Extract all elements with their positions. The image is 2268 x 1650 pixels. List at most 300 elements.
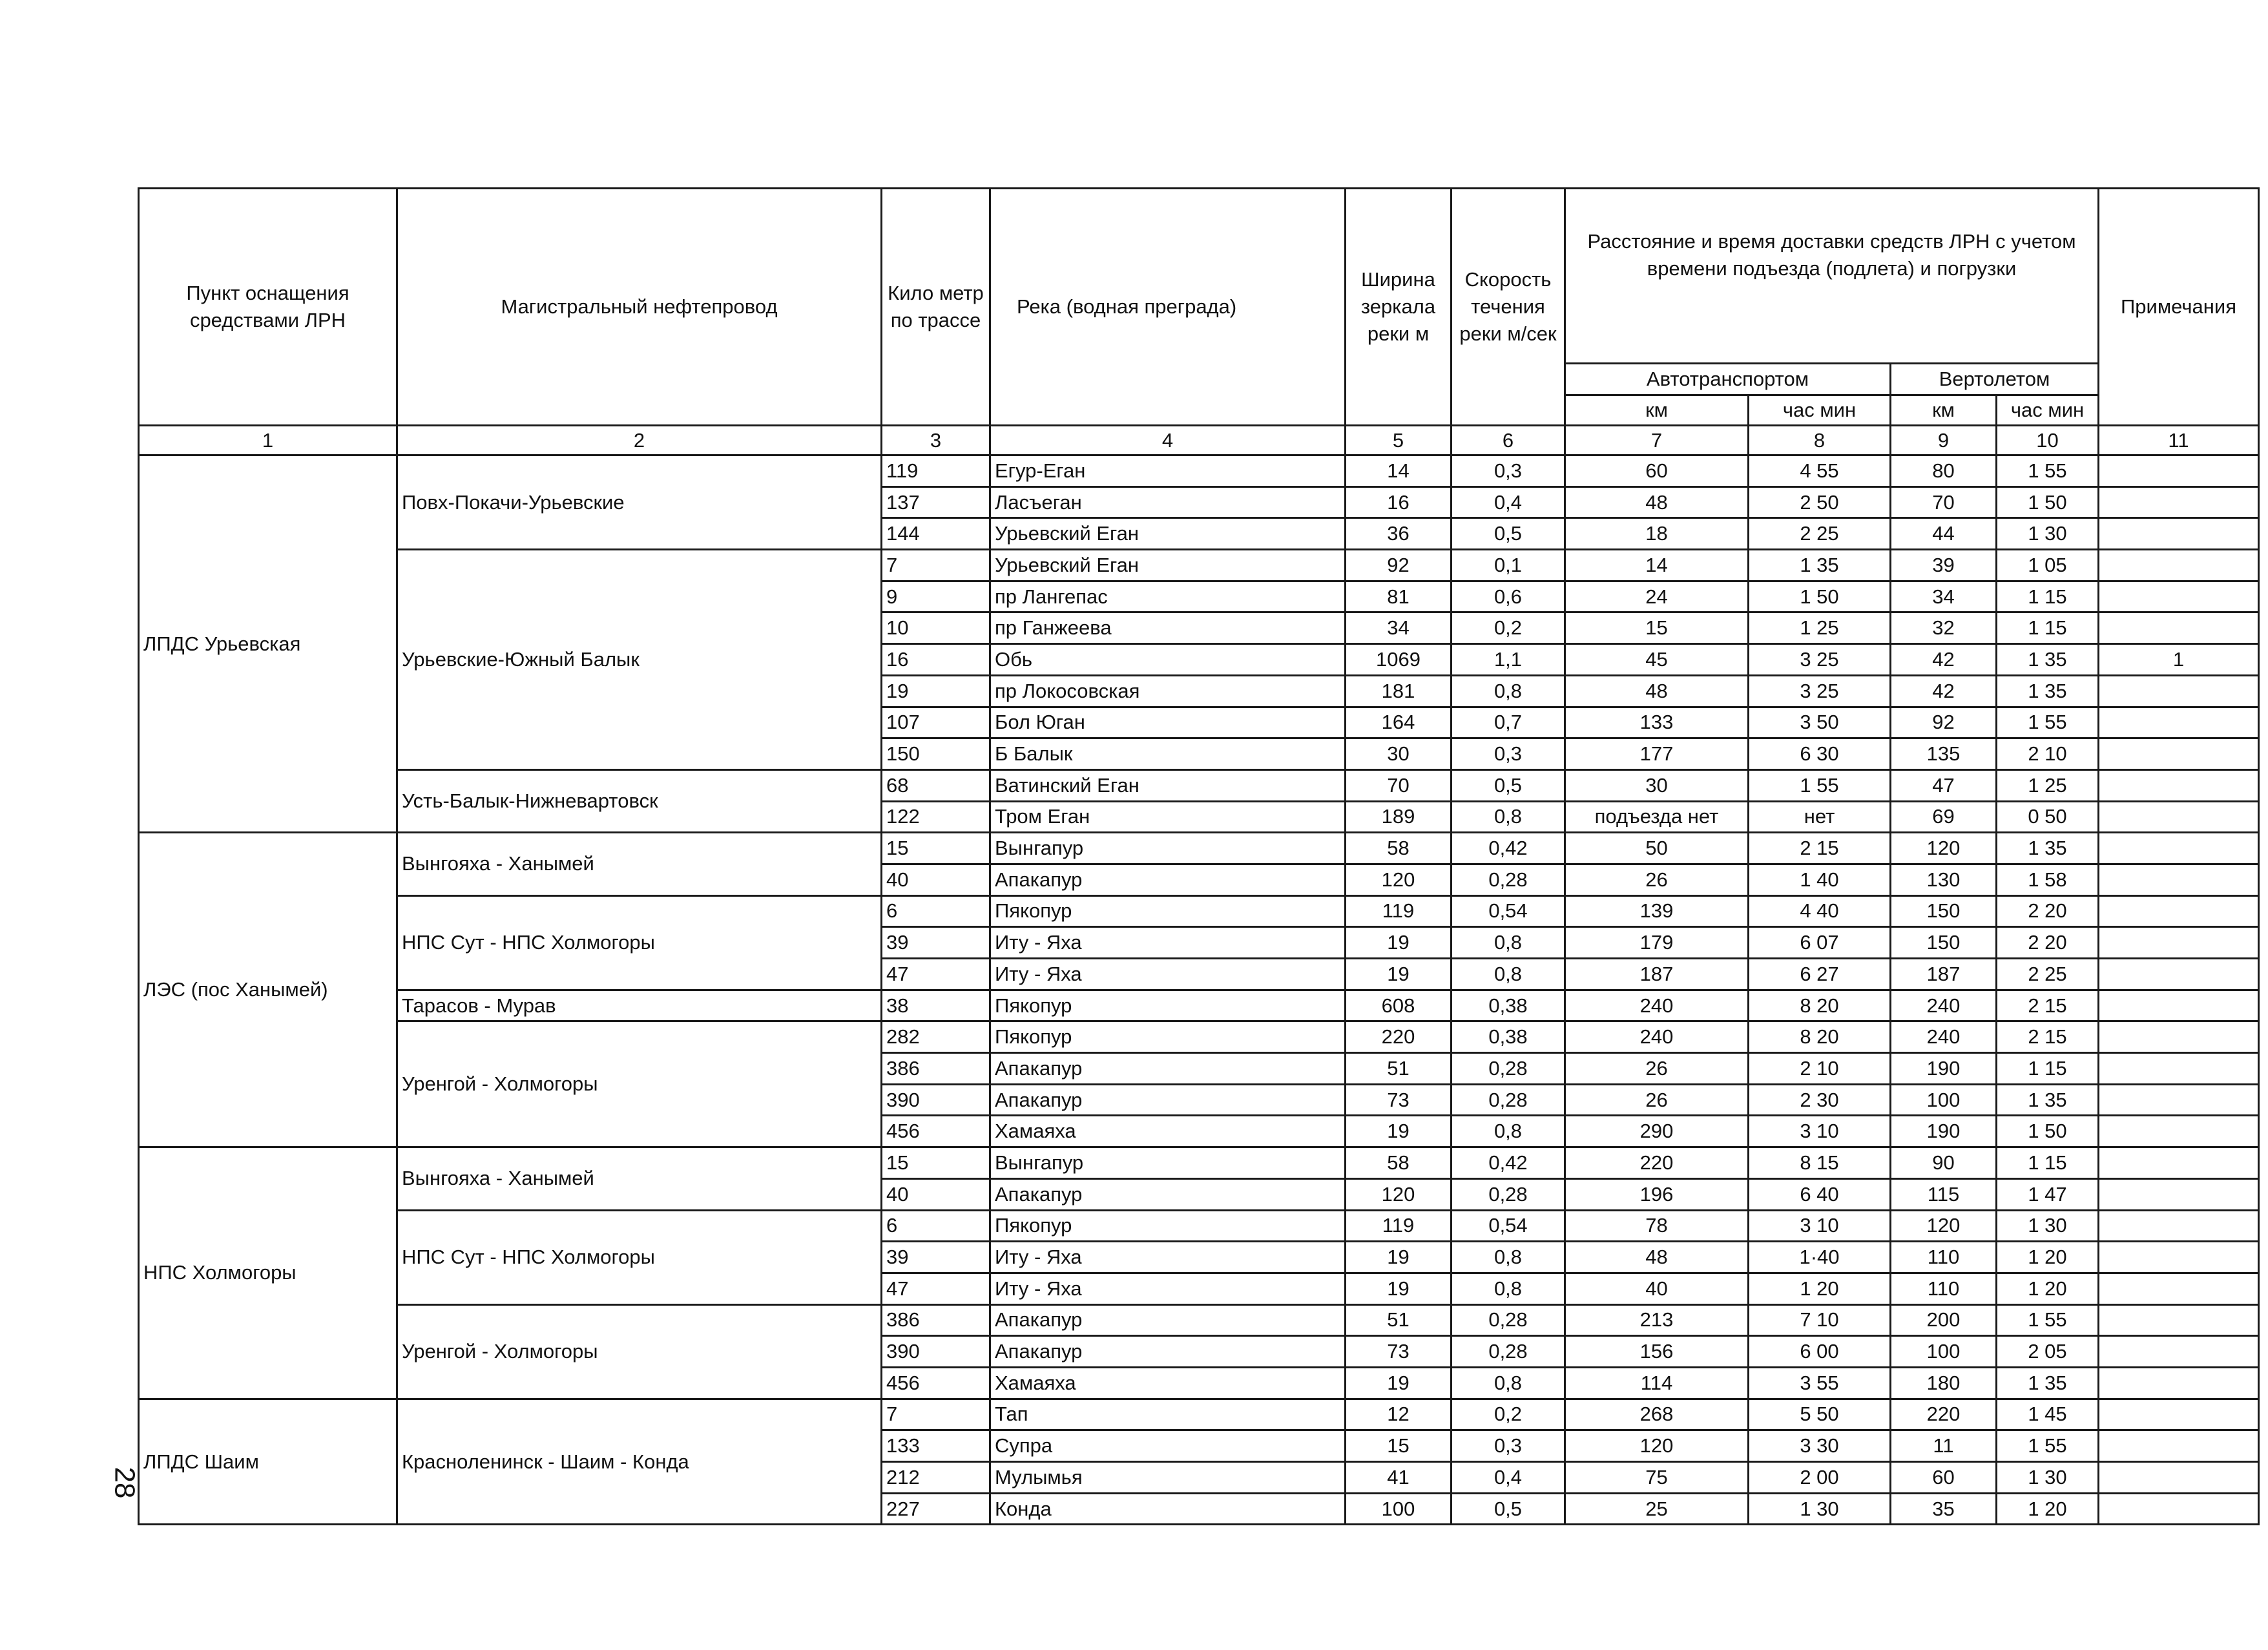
km-cell: 133 bbox=[882, 1430, 990, 1462]
heli-time-cell: 1 55 bbox=[1997, 1430, 2099, 1462]
heli-km-cell: 150 bbox=[1891, 895, 1997, 927]
auto-km-cell: 240 bbox=[1565, 990, 1749, 1021]
page-number: 28 bbox=[109, 1467, 141, 1499]
note-cell bbox=[2099, 801, 2259, 833]
km-cell: 6 bbox=[882, 895, 990, 927]
speed-cell: 0,7 bbox=[1451, 707, 1565, 738]
heli-time-cell: 1 15 bbox=[1997, 1053, 2099, 1085]
heli-km-cell: 187 bbox=[1891, 959, 1997, 990]
note-cell bbox=[2099, 518, 2259, 550]
width-cell: 19 bbox=[1346, 1367, 1451, 1399]
heli-time-cell: 1 30 bbox=[1997, 1210, 2099, 1242]
auto-km-cell: 187 bbox=[1565, 959, 1749, 990]
speed-cell: 0,8 bbox=[1451, 959, 1565, 990]
km-cell: 40 bbox=[882, 864, 990, 895]
heli-time-cell: 1 15 bbox=[1997, 1147, 2099, 1179]
speed-cell: 0,3 bbox=[1451, 738, 1565, 770]
speed-cell: 0,28 bbox=[1451, 1084, 1565, 1116]
table-row bbox=[139, 550, 2259, 581]
point-cell: ЛЭС (пос Ханымей) bbox=[139, 833, 397, 1147]
speed-cell: 0,4 bbox=[1451, 1462, 1565, 1494]
width-cell: 1069 bbox=[1346, 644, 1451, 676]
river-cell: Урьевский Еган bbox=[990, 550, 1346, 581]
note-cell bbox=[2099, 738, 2259, 770]
river-cell: Егур-Еган bbox=[990, 455, 1346, 487]
heli-km-cell: 110 bbox=[1891, 1242, 1997, 1273]
river-cell: пр Лангепас bbox=[990, 581, 1346, 612]
column-number: 9 bbox=[1891, 426, 1997, 455]
river-cell: Мулымья bbox=[990, 1462, 1346, 1494]
auto-km-cell: 14 bbox=[1565, 550, 1749, 581]
speed-cell: 0,28 bbox=[1451, 1053, 1565, 1085]
header-point: Пункт оснащения средствами ЛРН bbox=[139, 189, 397, 426]
auto-km-cell: 290 bbox=[1565, 1116, 1749, 1147]
km-cell: 137 bbox=[882, 486, 990, 518]
river-cell: Иту - Яха bbox=[990, 959, 1346, 990]
auto-km-cell: 268 bbox=[1565, 1399, 1749, 1430]
speed-cell: 0,38 bbox=[1451, 990, 1565, 1021]
note-cell bbox=[2099, 675, 2259, 707]
width-cell: 220 bbox=[1346, 1021, 1451, 1053]
width-cell: 15 bbox=[1346, 1430, 1451, 1462]
note-cell bbox=[2099, 550, 2259, 581]
auto-km-cell: 114 bbox=[1565, 1367, 1749, 1399]
km-cell: 68 bbox=[882, 769, 990, 801]
heli-km-cell: 220 bbox=[1891, 1399, 1997, 1430]
river-cell: Апакапур bbox=[990, 1084, 1346, 1116]
note-cell bbox=[2099, 1336, 2259, 1368]
auto-time-cell: 1 30 bbox=[1749, 1493, 1891, 1525]
heli-time-cell: 2 15 bbox=[1997, 990, 2099, 1021]
heli-time-cell: 1 35 bbox=[1997, 644, 2099, 676]
km-cell: 150 bbox=[882, 738, 990, 770]
auto-time-cell: 4 55 bbox=[1749, 455, 1891, 487]
auto-km-cell: 26 bbox=[1565, 864, 1749, 895]
width-cell: 19 bbox=[1346, 959, 1451, 990]
heli-km-cell: 130 bbox=[1891, 864, 1997, 895]
note-cell bbox=[2099, 1242, 2259, 1273]
km-cell: 107 bbox=[882, 707, 990, 738]
column-numbers-row bbox=[139, 426, 2259, 455]
river-cell: Апакапур bbox=[990, 1336, 1346, 1368]
speed-cell: 0,42 bbox=[1451, 1147, 1565, 1179]
km-cell: 6 bbox=[882, 1210, 990, 1242]
auto-time-cell: 3 55 bbox=[1749, 1367, 1891, 1399]
width-cell: 73 bbox=[1346, 1336, 1451, 1368]
km-cell: 15 bbox=[882, 833, 990, 864]
km-cell: 390 bbox=[882, 1084, 990, 1116]
river-cell: Обь bbox=[990, 644, 1346, 676]
speed-cell: 0,38 bbox=[1451, 1021, 1565, 1053]
width-cell: 119 bbox=[1346, 1210, 1451, 1242]
river-cell: Апакапур bbox=[990, 1053, 1346, 1085]
speed-cell: 0,8 bbox=[1451, 801, 1565, 833]
heli-km-cell: 35 bbox=[1891, 1493, 1997, 1525]
auto-km-cell: 133 bbox=[1565, 707, 1749, 738]
note-cell bbox=[2099, 1462, 2259, 1494]
heli-km-cell: 47 bbox=[1891, 769, 1997, 801]
heli-time-cell: 1 25 bbox=[1997, 769, 2099, 801]
width-cell: 36 bbox=[1346, 518, 1451, 550]
speed-cell: 0,8 bbox=[1451, 1116, 1565, 1147]
heli-km-cell: 70 bbox=[1891, 486, 1997, 518]
note-cell bbox=[2099, 959, 2259, 990]
river-cell: Апакапур bbox=[990, 1304, 1346, 1336]
km-cell: 10 bbox=[882, 612, 990, 644]
auto-km-cell: 75 bbox=[1565, 1462, 1749, 1494]
river-cell: Супра bbox=[990, 1430, 1346, 1462]
speed-cell: 0,28 bbox=[1451, 1336, 1565, 1368]
river-cell: Вынгапур bbox=[990, 833, 1346, 864]
river-cell: Ласъеган bbox=[990, 486, 1346, 518]
river-cell: Иту - Яха bbox=[990, 927, 1346, 959]
auto-time-cell: 3 25 bbox=[1749, 644, 1891, 676]
heli-time-cell: 1 45 bbox=[1997, 1399, 2099, 1430]
river-cell: Тром Еган bbox=[990, 801, 1346, 833]
header-auto-km: км bbox=[1565, 395, 1749, 426]
note-cell bbox=[2099, 1053, 2259, 1085]
heli-time-cell: 1 55 bbox=[1997, 1304, 2099, 1336]
width-cell: 30 bbox=[1346, 738, 1451, 770]
width-cell: 119 bbox=[1346, 895, 1451, 927]
width-cell: 189 bbox=[1346, 801, 1451, 833]
speed-cell: 0,28 bbox=[1451, 864, 1565, 895]
heli-km-cell: 240 bbox=[1891, 990, 1997, 1021]
heli-time-cell: 2 15 bbox=[1997, 1021, 2099, 1053]
auto-km-cell: 26 bbox=[1565, 1084, 1749, 1116]
heli-time-cell: 1 20 bbox=[1997, 1242, 2099, 1273]
river-cell: Бол Юган bbox=[990, 707, 1346, 738]
auto-time-cell: 2 30 bbox=[1749, 1084, 1891, 1116]
speed-cell: 0,28 bbox=[1451, 1304, 1565, 1336]
river-cell: Ватинский Еган bbox=[990, 769, 1346, 801]
auto-time-cell: 1 20 bbox=[1749, 1273, 1891, 1304]
speed-cell: 1,1 bbox=[1451, 644, 1565, 676]
auto-km-cell: 26 bbox=[1565, 1053, 1749, 1085]
header-heli: Вертолетом bbox=[1891, 364, 2099, 395]
heli-time-cell: 1 47 bbox=[1997, 1178, 2099, 1210]
heli-time-cell: 1 30 bbox=[1997, 518, 2099, 550]
pipeline-cell: Урьевские-Южный Балык bbox=[397, 550, 882, 770]
width-cell: 100 bbox=[1346, 1493, 1451, 1525]
heli-time-cell: 1 20 bbox=[1997, 1493, 2099, 1525]
heli-km-cell: 34 bbox=[1891, 581, 1997, 612]
speed-cell: 0,8 bbox=[1451, 675, 1565, 707]
column-number: 2 bbox=[397, 426, 882, 455]
table-row bbox=[139, 1147, 2259, 1179]
auto-time-cell: 3 30 bbox=[1749, 1430, 1891, 1462]
river-cell: Пякопур bbox=[990, 1210, 1346, 1242]
speed-cell: 0,8 bbox=[1451, 1367, 1565, 1399]
pipeline-cell: Вынгояха - Ханымей bbox=[397, 833, 882, 895]
note-cell bbox=[2099, 1430, 2259, 1462]
km-cell: 456 bbox=[882, 1116, 990, 1147]
river-cell: Урьевский Еган bbox=[990, 518, 1346, 550]
km-cell: 386 bbox=[882, 1304, 990, 1336]
auto-km-cell: 45 bbox=[1565, 644, 1749, 676]
heli-km-cell: 42 bbox=[1891, 644, 1997, 676]
note-cell bbox=[2099, 895, 2259, 927]
speed-cell: 0,8 bbox=[1451, 1273, 1565, 1304]
width-cell: 164 bbox=[1346, 707, 1451, 738]
auto-time-cell: 3 25 bbox=[1749, 675, 1891, 707]
auto-time-cell: 3 10 bbox=[1749, 1210, 1891, 1242]
column-number: 5 bbox=[1346, 426, 1451, 455]
width-cell: 81 bbox=[1346, 581, 1451, 612]
heli-km-cell: 190 bbox=[1891, 1053, 1997, 1085]
width-cell: 120 bbox=[1346, 1178, 1451, 1210]
heli-time-cell: 1 35 bbox=[1997, 1367, 2099, 1399]
width-cell: 16 bbox=[1346, 486, 1451, 518]
river-cell: Апакапур bbox=[990, 1178, 1346, 1210]
note-cell bbox=[2099, 1210, 2259, 1242]
heli-time-cell: 1 55 bbox=[1997, 455, 2099, 487]
speed-cell: 0,3 bbox=[1451, 1430, 1565, 1462]
heli-km-cell: 80 bbox=[1891, 455, 1997, 487]
auto-km-cell: 60 bbox=[1565, 455, 1749, 487]
heli-time-cell: 1 15 bbox=[1997, 612, 2099, 644]
km-cell: 19 bbox=[882, 675, 990, 707]
table-row bbox=[139, 833, 2259, 864]
river-cell: Пякопур bbox=[990, 990, 1346, 1021]
table-row bbox=[139, 1399, 2259, 1430]
note-cell bbox=[2099, 1084, 2259, 1116]
speed-cell: 0,4 bbox=[1451, 486, 1565, 518]
auto-time-cell: 1 25 bbox=[1749, 612, 1891, 644]
heli-time-cell: 2 05 bbox=[1997, 1336, 2099, 1368]
heli-time-cell: 2 20 bbox=[1997, 895, 2099, 927]
auto-km-cell: 48 bbox=[1565, 1242, 1749, 1273]
river-cell: Пякопур bbox=[990, 1021, 1346, 1053]
note-cell bbox=[2099, 581, 2259, 612]
auto-time-cell: 8 20 bbox=[1749, 990, 1891, 1021]
km-cell: 144 bbox=[882, 518, 990, 550]
km-cell: 15 bbox=[882, 1147, 990, 1179]
header-speed: Скорость течения реки м/сек bbox=[1451, 189, 1565, 426]
note-cell bbox=[2099, 833, 2259, 864]
river-cell: Хамаяха bbox=[990, 1116, 1346, 1147]
speed-cell: 0,3 bbox=[1451, 455, 1565, 487]
table-row bbox=[139, 990, 2259, 1021]
header-heli-time: час мин bbox=[1997, 395, 2099, 426]
auto-km-cell: 18 bbox=[1565, 518, 1749, 550]
auto-km-cell: 139 bbox=[1565, 895, 1749, 927]
header-width: Ширина зеркала реки м bbox=[1346, 189, 1451, 426]
river-cell: Вынгапур bbox=[990, 1147, 1346, 1179]
note-cell bbox=[2099, 1178, 2259, 1210]
km-cell: 456 bbox=[882, 1367, 990, 1399]
note-cell bbox=[2099, 1021, 2259, 1053]
auto-time-cell: 4 40 bbox=[1749, 895, 1891, 927]
speed-cell: 0,6 bbox=[1451, 581, 1565, 612]
heli-km-cell: 115 bbox=[1891, 1178, 1997, 1210]
auto-time-cell: 2 10 bbox=[1749, 1053, 1891, 1085]
auto-time-cell: 5 50 bbox=[1749, 1399, 1891, 1430]
auto-time-cell: 8 15 bbox=[1749, 1147, 1891, 1179]
auto-km-cell: 196 bbox=[1565, 1178, 1749, 1210]
pipeline-cell: Повх-Покачи-Урьевские bbox=[397, 455, 882, 550]
km-cell: 7 bbox=[882, 1399, 990, 1430]
pipeline-cell: Вынгояха - Ханымей bbox=[397, 1147, 882, 1210]
speed-cell: 0,8 bbox=[1451, 927, 1565, 959]
auto-time-cell: 6 27 bbox=[1749, 959, 1891, 990]
width-cell: 34 bbox=[1346, 612, 1451, 644]
note-cell bbox=[2099, 1147, 2259, 1179]
auto-km-cell: 179 bbox=[1565, 927, 1749, 959]
river-cell: Б Балык bbox=[990, 738, 1346, 770]
heli-km-cell: 150 bbox=[1891, 927, 1997, 959]
auto-km-cell: 120 bbox=[1565, 1430, 1749, 1462]
auto-km-cell: 177 bbox=[1565, 738, 1749, 770]
auto-time-cell: 6 07 bbox=[1749, 927, 1891, 959]
table-row bbox=[139, 895, 2259, 927]
point-cell: НПС Холмогоры bbox=[139, 1147, 397, 1399]
km-cell: 16 bbox=[882, 644, 990, 676]
km-cell: 212 bbox=[882, 1462, 990, 1494]
heli-time-cell: 1 35 bbox=[1997, 675, 2099, 707]
header-heli-km: км bbox=[1891, 395, 1997, 426]
auto-km-cell: 156 bbox=[1565, 1336, 1749, 1368]
auto-time-cell: 7 10 bbox=[1749, 1304, 1891, 1336]
auto-km-cell: 25 bbox=[1565, 1493, 1749, 1525]
heli-time-cell: 1 20 bbox=[1997, 1273, 2099, 1304]
heli-time-cell: 1 35 bbox=[1997, 1084, 2099, 1116]
width-cell: 41 bbox=[1346, 1462, 1451, 1494]
table-row bbox=[139, 1210, 2259, 1242]
header-delivery: Расстояние и время доставки средств ЛРН с учетом времени подъезда (подлета) и погрузки bbox=[1565, 189, 2099, 364]
pipeline-cell: Уренгой - Холмогоры bbox=[397, 1304, 882, 1399]
heli-time-cell: 1 50 bbox=[1997, 1116, 2099, 1147]
width-cell: 70 bbox=[1346, 769, 1451, 801]
table-row bbox=[139, 769, 2259, 801]
table-row bbox=[139, 1021, 2259, 1053]
width-cell: 92 bbox=[1346, 550, 1451, 581]
pipeline-cell: НПС Сут - НПС Холмогоры bbox=[397, 1210, 882, 1304]
speed-cell: 0,2 bbox=[1451, 612, 1565, 644]
heli-time-cell: 1 50 bbox=[1997, 486, 2099, 518]
table-row bbox=[139, 455, 2259, 487]
heli-km-cell: 42 bbox=[1891, 675, 1997, 707]
note-cell bbox=[2099, 455, 2259, 487]
km-cell: 47 bbox=[882, 959, 990, 990]
heli-km-cell: 120 bbox=[1891, 833, 1997, 864]
auto-time-cell: нет bbox=[1749, 801, 1891, 833]
auto-km-cell: 50 bbox=[1565, 833, 1749, 864]
heli-km-cell: 11 bbox=[1891, 1430, 1997, 1462]
width-cell: 51 bbox=[1346, 1053, 1451, 1085]
auto-km-cell: 15 bbox=[1565, 612, 1749, 644]
speed-cell: 0,54 bbox=[1451, 1210, 1565, 1242]
heli-time-cell: 1 35 bbox=[1997, 833, 2099, 864]
header-pipeline: Магистральный нефтепровод bbox=[397, 189, 882, 426]
auto-km-cell: 48 bbox=[1565, 486, 1749, 518]
speed-cell: 0,5 bbox=[1451, 518, 1565, 550]
auto-time-cell: 2 00 bbox=[1749, 1462, 1891, 1494]
width-cell: 73 bbox=[1346, 1084, 1451, 1116]
note-cell bbox=[2099, 486, 2259, 518]
km-cell: 390 bbox=[882, 1336, 990, 1368]
header-river: Река (водная преграда) bbox=[990, 189, 1346, 426]
km-cell: 282 bbox=[882, 1021, 990, 1053]
auto-time-cell: 8 20 bbox=[1749, 1021, 1891, 1053]
width-cell: 19 bbox=[1346, 1116, 1451, 1147]
auto-time-cell: 1 55 bbox=[1749, 769, 1891, 801]
pipeline-cell: НПС Сут - НПС Холмогоры bbox=[397, 895, 882, 990]
river-cell: Иту - Яха bbox=[990, 1273, 1346, 1304]
header-auto-time: час мин bbox=[1749, 395, 1891, 426]
heli-km-cell: 92 bbox=[1891, 707, 1997, 738]
column-number: 6 bbox=[1451, 426, 1565, 455]
heli-km-cell: 120 bbox=[1891, 1210, 1997, 1242]
heli-km-cell: 60 bbox=[1891, 1462, 1997, 1494]
pipeline-cell: Тарасов - Мурав bbox=[397, 990, 882, 1021]
heli-time-cell: 2 25 bbox=[1997, 959, 2099, 990]
note-cell bbox=[2099, 1399, 2259, 1430]
heli-km-cell: 135 bbox=[1891, 738, 1997, 770]
km-cell: 39 bbox=[882, 927, 990, 959]
speed-cell: 0,2 bbox=[1451, 1399, 1565, 1430]
heli-km-cell: 100 bbox=[1891, 1084, 1997, 1116]
heli-time-cell: 0 50 bbox=[1997, 801, 2099, 833]
speed-cell: 0,28 bbox=[1451, 1178, 1565, 1210]
note-cell bbox=[2099, 612, 2259, 644]
heli-time-cell: 1 30 bbox=[1997, 1462, 2099, 1494]
pipeline-cell: Усть-Балык-Нижневартовск bbox=[397, 769, 882, 832]
heli-km-cell: 110 bbox=[1891, 1273, 1997, 1304]
pipeline-cell: Уренгой - Холмогоры bbox=[397, 1021, 882, 1147]
heli-time-cell: 1 55 bbox=[1997, 707, 2099, 738]
column-number: 7 bbox=[1565, 426, 1749, 455]
pipeline-cell: Красноленинск - Шаим - Конда bbox=[397, 1399, 882, 1525]
auto-km-cell: 40 bbox=[1565, 1273, 1749, 1304]
speed-cell: 0,42 bbox=[1451, 833, 1565, 864]
header-notes: Примечания bbox=[2099, 189, 2259, 426]
auto-time-cell: 1·40 bbox=[1749, 1242, 1891, 1273]
auto-km-cell: 213 bbox=[1565, 1304, 1749, 1336]
note-cell bbox=[2099, 769, 2259, 801]
column-number: 4 bbox=[990, 426, 1346, 455]
width-cell: 608 bbox=[1346, 990, 1451, 1021]
note-cell bbox=[2099, 1116, 2259, 1147]
note-cell bbox=[2099, 1273, 2259, 1304]
table-row bbox=[139, 1304, 2259, 1336]
note-cell bbox=[2099, 707, 2259, 738]
speed-cell: 0,1 bbox=[1451, 550, 1565, 581]
point-cell: ЛПДС Шаим bbox=[139, 1399, 397, 1525]
river-cell: пр Ганжеева bbox=[990, 612, 1346, 644]
heli-time-cell: 2 20 bbox=[1997, 927, 2099, 959]
km-cell: 7 bbox=[882, 550, 990, 581]
column-number: 8 bbox=[1749, 426, 1891, 455]
auto-km-cell: подъезда нет bbox=[1565, 801, 1749, 833]
auto-time-cell: 6 40 bbox=[1749, 1178, 1891, 1210]
width-cell: 120 bbox=[1346, 864, 1451, 895]
heli-time-cell: 1 05 bbox=[1997, 550, 2099, 581]
heli-km-cell: 69 bbox=[1891, 801, 1997, 833]
column-number: 10 bbox=[1997, 426, 2099, 455]
column-number: 11 bbox=[2099, 426, 2259, 455]
header-km: Кило метр по трассе bbox=[882, 189, 990, 426]
km-cell: 227 bbox=[882, 1493, 990, 1525]
auto-time-cell: 2 25 bbox=[1749, 518, 1891, 550]
speed-cell: 0,5 bbox=[1451, 769, 1565, 801]
speed-cell: 0,8 bbox=[1451, 1242, 1565, 1273]
heli-time-cell: 1 58 bbox=[1997, 864, 2099, 895]
auto-time-cell: 1 50 bbox=[1749, 581, 1891, 612]
width-cell: 51 bbox=[1346, 1304, 1451, 1336]
width-cell: 19 bbox=[1346, 1242, 1451, 1273]
auto-time-cell: 3 50 bbox=[1749, 707, 1891, 738]
